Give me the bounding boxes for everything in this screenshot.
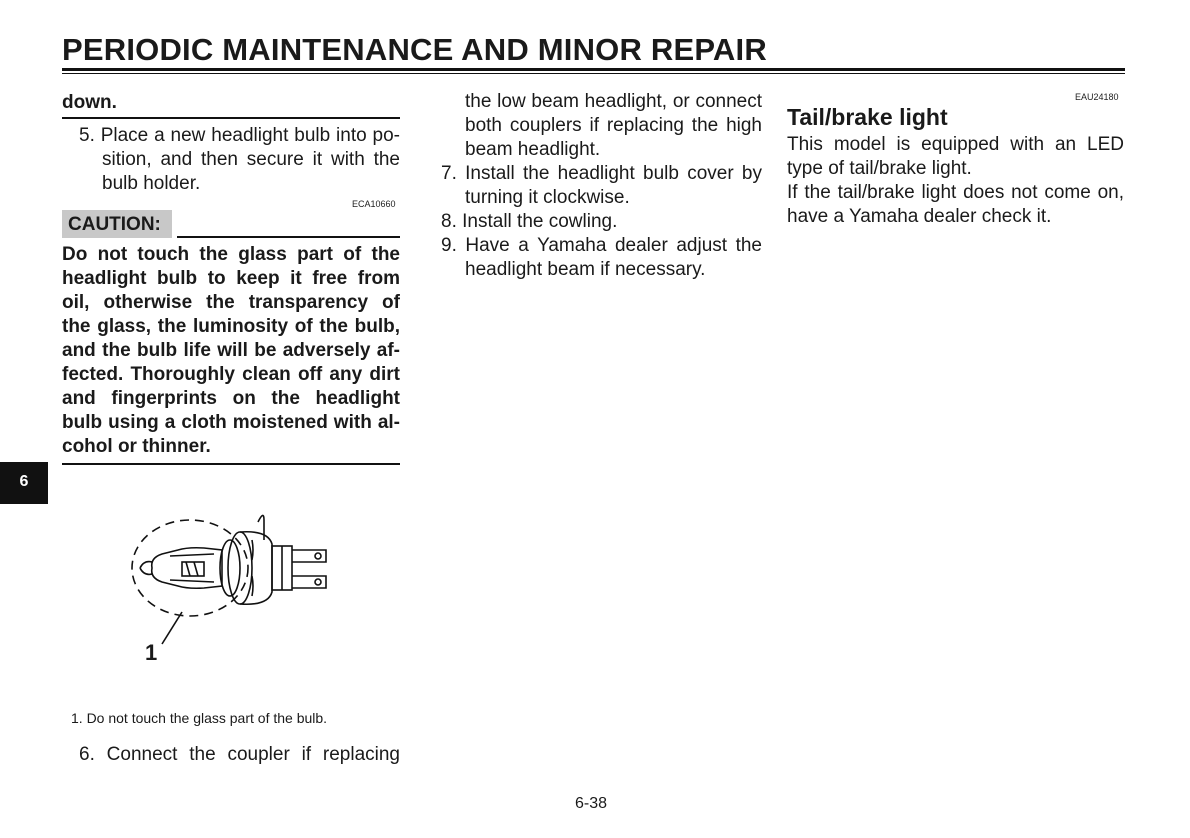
step-6-cont-line: beam headlight. <box>465 139 601 160</box>
step-7-line: 7. Install the headlight bulb cover by <box>441 163 762 184</box>
step-5-line: 5. Place a new headlight bulb into po- <box>79 125 400 146</box>
section-heading: Tail/brake light <box>787 104 948 130</box>
caution-line: and fingerprints on the headlight <box>62 388 400 409</box>
step-6-cont-line: the low beam headlight, or connect <box>465 91 762 112</box>
caution-line: and the bulb life will be adversely af- <box>62 340 400 361</box>
middle-column <box>441 90 762 282</box>
step-7-line: turning it clockwise. <box>465 187 630 208</box>
caution-line: the glass, the luminosity of the bulb, <box>62 316 400 337</box>
page-title: PERIODIC MAINTENANCE AND MINOR REPAIR <box>62 32 767 67</box>
step-5 <box>79 124 400 196</box>
title-rule-thin <box>62 73 1125 74</box>
caution-line: Do not touch the glass part of the <box>62 244 400 265</box>
caution-end-rule <box>62 463 400 465</box>
para-2-line: If the tail/brake light does not come on, <box>787 182 1124 203</box>
caution-line: bulb using a cloth moistened with al- <box>62 412 400 433</box>
page-number: 6-38 <box>575 795 608 812</box>
caution-rule <box>177 236 400 238</box>
step-8: 8. Install the cowling. <box>441 211 618 232</box>
caution-code: ECA10660 <box>352 199 396 209</box>
caution-label: CAUTION: <box>62 210 172 238</box>
step-5-line: sition, and then secure it with the <box>102 149 400 170</box>
figure-caption: 1. Do not touch the glass part of the bulb. <box>71 710 328 726</box>
step-6-line: 6. Connect the coupler if replacing <box>79 744 400 765</box>
step-9-line: headlight beam if necessary. <box>465 259 706 280</box>
para-1-line: type of tail/brake light. <box>787 158 972 179</box>
caution-line: fected. Thoroughly clean off any dirt <box>62 364 400 385</box>
caution-line: headlight bulb to keep it free from <box>62 268 400 289</box>
step-6 <box>79 743 400 767</box>
para-2-line: have a Yamaha dealer check it. <box>787 206 1052 227</box>
continued-word: down. <box>62 92 117 113</box>
step-6-cont-line: both couplers if replacing the high <box>465 115 762 136</box>
caution-line: cohol or thinner. <box>62 436 211 457</box>
right-body <box>787 133 1124 229</box>
caution-line: oil, otherwise the transparency of <box>62 292 400 313</box>
step-9-line: 9. Have a Yamaha dealer adjust the <box>441 235 762 256</box>
title-rule-thick <box>62 68 1125 71</box>
chapter-tab: 6 <box>0 462 48 504</box>
caution-text <box>62 243 400 459</box>
figure-callout-1: 1 <box>145 640 158 665</box>
step-5-line: bulb holder. <box>102 173 201 194</box>
divider <box>62 117 400 119</box>
para-1-line: This model is equipped with an LED <box>787 134 1124 155</box>
section-code: EAU24180 <box>1075 92 1119 102</box>
